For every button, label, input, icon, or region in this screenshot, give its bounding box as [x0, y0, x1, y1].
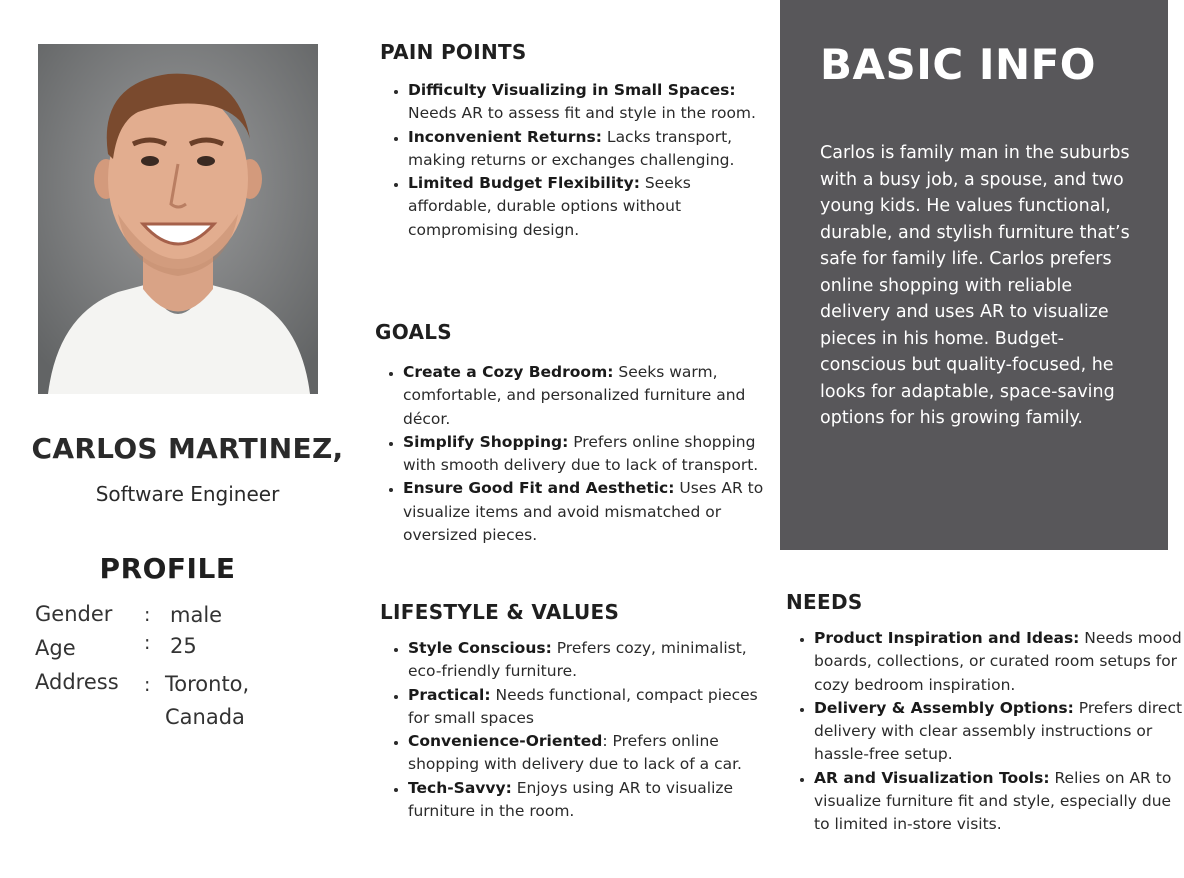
profile-gender-colon: : — [144, 604, 151, 626]
pain-point-title: Limited Budget Flexibility: — [408, 174, 640, 193]
person-name: CARLOS MARTINEZ, — [31, 432, 344, 465]
list-item — [403, 477, 773, 547]
goals-heading: GOALS — [375, 320, 453, 344]
list-item — [408, 172, 778, 242]
goals-list — [373, 361, 773, 547]
list-item — [814, 767, 1184, 837]
profile-photo — [38, 44, 318, 394]
needs-heading: NEEDS — [786, 590, 863, 614]
list-item — [408, 79, 778, 126]
list-item — [814, 627, 1184, 697]
goal-title: Simplify Shopping: — [403, 432, 569, 451]
profile-address-value-line2: Canada — [165, 705, 245, 729]
basic-info-text: Carlos is family man in the suburbs with a busy job, a spouse, and two young kids. He values functional, durable, and stylish furniture that’s safe for family life. Carlos prefers online shopping with reliable delivery and uses AR to visualize pieces in his home. Budget-conscious but quality-focused, he looks for adaptable, space-saving options for his growing family. — [820, 143, 1130, 428]
needs-list — [784, 627, 1184, 837]
list-item — [814, 697, 1184, 767]
need-title: Delivery & Assembly Options: — [814, 698, 1074, 717]
profile-age-label: Age — [35, 636, 76, 660]
pain-point-text: Seeks affordable, durable options without compromising design. — [408, 174, 691, 239]
person-role: Software Engineer — [95, 482, 280, 506]
profile-age-value: 25 — [170, 634, 197, 658]
profile-gender-value: male — [170, 603, 223, 627]
profile-gender-label: Gender — [35, 602, 113, 626]
lifestyle-text: : Prefers online shopping with delivery due to lack of a car. — [408, 732, 742, 774]
goal-text: Prefers online shopping with smooth delivery due to lack of transport. — [403, 432, 759, 475]
need-text: Relies on AR to visualize furniture fit and style, especially due to limited in-store visits. — [814, 768, 1172, 834]
list-item — [408, 684, 768, 731]
person-photo-icon — [38, 44, 318, 394]
list-item — [408, 637, 768, 684]
pain-points-list — [378, 79, 778, 242]
need-text: Needs mood boards, collections, or curated room setups for cozy bedroom inspiration. — [814, 629, 1182, 694]
pain-points-heading: PAIN POINTS — [380, 40, 527, 64]
lifestyle-list — [378, 637, 768, 823]
pain-point-title: Inconvenient Returns: — [408, 127, 602, 146]
pain-point-text: Needs AR to assess fit and style in the room. — [408, 104, 756, 123]
list-item — [408, 126, 778, 173]
lifestyle-text: Needs functional, compact pieces for small spaces — [408, 685, 758, 727]
need-text: Prefers direct delivery with clear assembly instructions or hassle-free setup. — [814, 698, 1183, 764]
list-item — [403, 431, 773, 478]
profile-age-colon: : — [144, 632, 151, 654]
list-item — [408, 777, 768, 824]
goal-text: Seeks warm, comfortable, and personalized furniture and décor. — [403, 363, 746, 428]
profile-address-colon: : — [144, 674, 151, 696]
goal-title: Create a Cozy Bedroom: — [403, 363, 614, 381]
lifestyle-title: Practical: — [408, 685, 491, 704]
need-title: AR and Visualization Tools: — [814, 768, 1050, 787]
lifestyle-text: Enjoys using AR to visualize furniture in the room. — [408, 778, 734, 821]
profile-address-value: Toronto, — [165, 672, 250, 696]
lifestyle-title: Convenience-Oriented — [408, 732, 603, 751]
list-item — [403, 361, 773, 431]
lifestyle-text: Prefers cozy, minimalist, eco-friendly furniture. — [408, 639, 747, 681]
goal-text: Uses AR to visualize items and avoid mismatched or oversized pieces. — [403, 479, 764, 545]
profile-address-label: Address — [35, 670, 119, 694]
list-item — [408, 730, 768, 777]
goal-title: Ensure Good Fit and Aesthetic: — [403, 479, 675, 498]
pain-point-text: Lacks transport, making returns or exchanges challenging. — [408, 127, 735, 169]
need-title: Product Inspiration and Ideas: — [814, 629, 1080, 647]
lifestyle-title: Tech-Savvy: — [408, 778, 512, 797]
pain-point-title: Difficulty Visualizing in Small Spaces: — [408, 81, 736, 99]
lifestyle-heading: LIFESTYLE & VALUES — [380, 600, 620, 624]
profile-heading: PROFILE — [99, 552, 236, 585]
lifestyle-title: Style Conscious: — [408, 639, 552, 657]
basic-info-heading: BASIC INFO — [820, 40, 1097, 89]
